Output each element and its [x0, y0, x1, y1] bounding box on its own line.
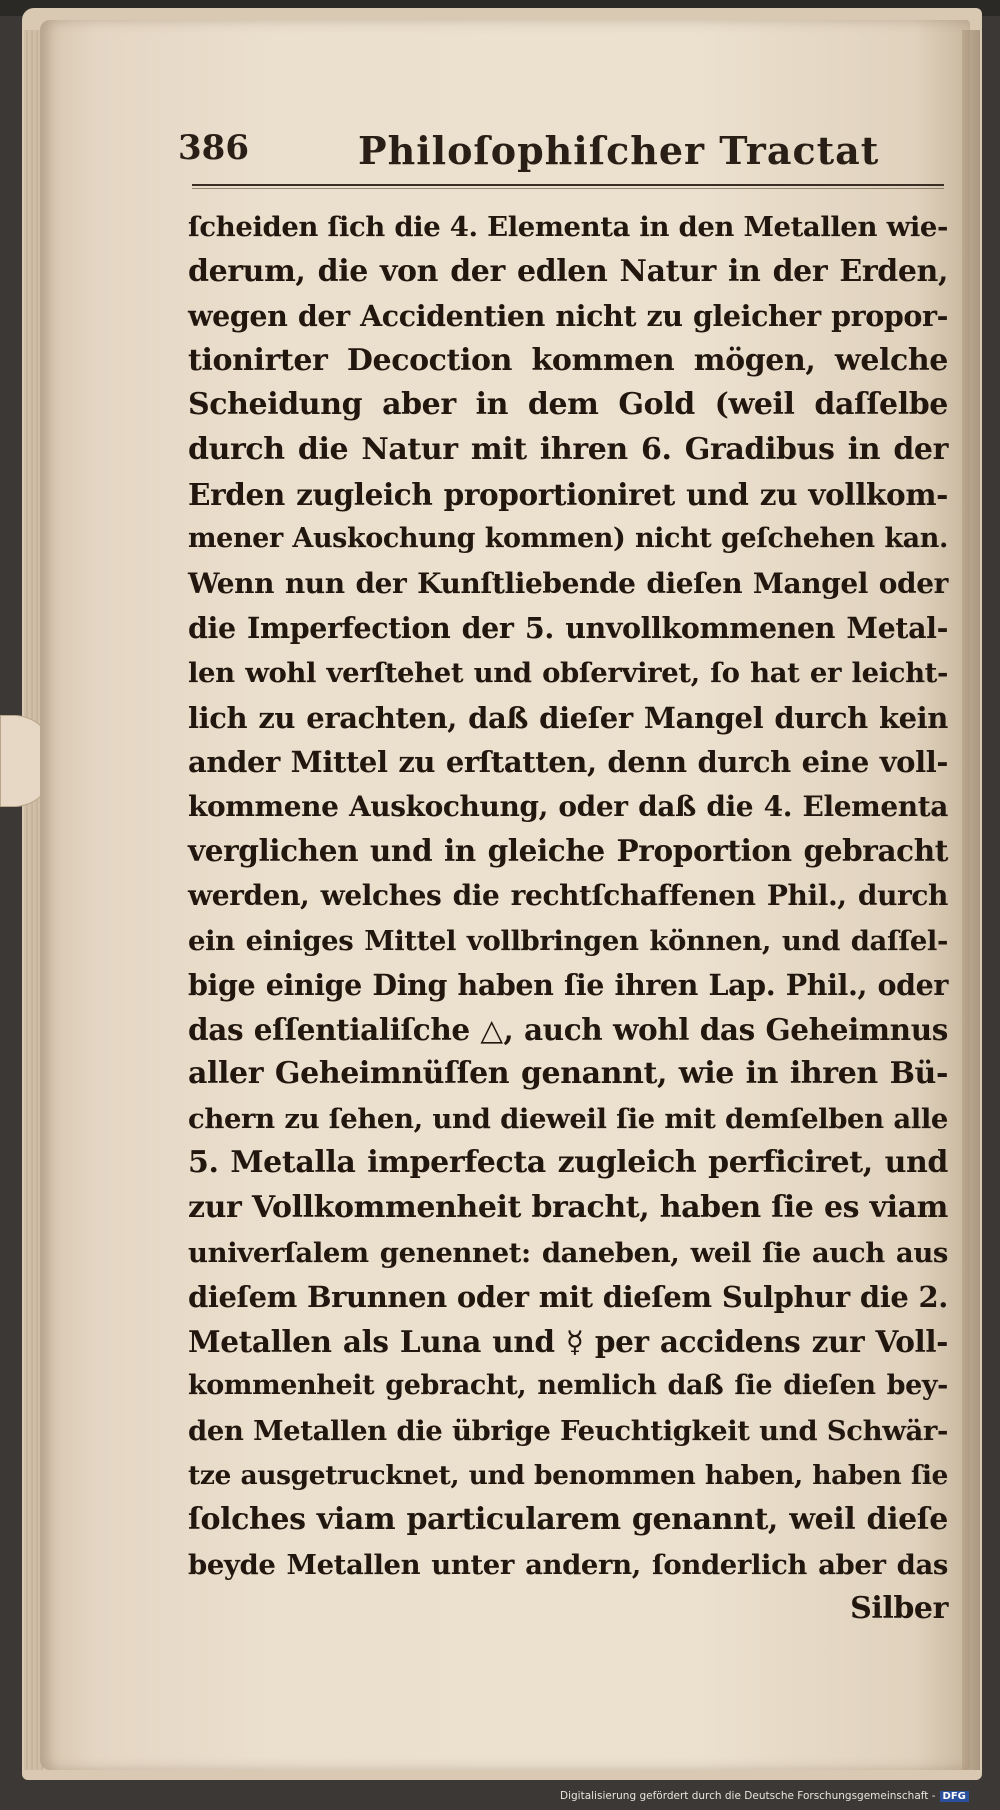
text-line: den Metallen die übrige Feuchtigkeit und Schwär- [188, 1415, 948, 1448]
text-line: aller Geheimnüſſen genannt, wie in ihren Bü- [188, 1056, 948, 1092]
text-line: Scheidung aber in dem Gold (weil daſſelbe [188, 387, 948, 423]
digitization-credit [560, 1790, 969, 1808]
text-line: tionirter Decoction kommen mögen, welche [188, 342, 948, 378]
text-line: wegen der Accidentien nicht zu gleicher propor- [188, 299, 948, 334]
text-line: bige einige Ding haben ſie ihren Lap. Phil., oder [188, 968, 948, 1003]
text-line: werden, welches die rechtſchaffenen Phil., durch [188, 878, 948, 912]
text-line: Wenn nun der Kunſtliebende dieſen Mangel oder [188, 566, 948, 600]
text-line: len wohl verſtehet und obſerviret, ſo hat er leicht- [188, 656, 948, 689]
text-line: kommenheit gebracht, nemlich daß ſie dieſen bey- [188, 1370, 948, 1402]
text-line: Metallen als Luna und ☿ per accidens zur Voll- [188, 1323, 948, 1359]
text-line: ein einiges Mittel vollbringen können, und daſſel- [188, 924, 948, 957]
text-line: das eſſentialiſche △, auch wohl das Geheimnus [188, 1011, 948, 1047]
footer-text: Digitalisierung gefördert durch die Deutsche Forschungsgemeinschaft - [560, 1790, 936, 1802]
text-line: die Imperfection der 5. unvollkommenen Metal- [188, 611, 948, 646]
text-line: ſcheiden ſich die 4. Elementa in den Metallen wie- [188, 211, 948, 243]
dfg-logo-icon: DFG [940, 1791, 969, 1802]
text-line: tze ausgetrucknet, und benommen haben, haben ſie [188, 1459, 948, 1491]
text-line: mener Auskochung kommen) nicht geſchehen kan. [188, 523, 948, 555]
text-line: beyde Metallen unter andern, ſonderlich aber das [188, 1548, 948, 1581]
text-line: dieſem Brunnen oder mit dieſem Sulphur die 2. [188, 1280, 948, 1315]
body-text [188, 205, 948, 1632]
header-rule-secondary [192, 188, 944, 189]
header-rule [192, 184, 944, 186]
text-line: kommene Auskochung, oder daß die 4. Elementa [188, 789, 948, 823]
text-line: zur Vollkommenheit bracht, haben ſie es viam [188, 1190, 948, 1226]
page-right-shadow [962, 30, 980, 1770]
text-line: univerſalem genennet: daneben, weil ſie auch aus [188, 1236, 948, 1269]
text-line: 5. Metalla imperfecta zugleich perficiret, und [188, 1145, 948, 1181]
text-line: durch die Natur mit ihren 6. Gradibus in der [188, 431, 948, 467]
text-line: Erden zugleich proportioniret und zu vollkom- [188, 476, 948, 512]
running-head: Philoſophiſcher Tractat [358, 128, 880, 173]
text-line: ſolches viam particularem genannt, weil dieſe [188, 1502, 948, 1538]
catchword: Silber [850, 1591, 948, 1627]
page-header [178, 128, 958, 180]
text-line: ander Mittel zu erſtatten, denn durch eine voll- [188, 745, 948, 780]
text-line: derum, die von der edlen Natur in der Erden, [188, 253, 948, 289]
text-line: verglichen und in gleiche Proportion gebracht [188, 833, 948, 869]
page-number: 386 [178, 128, 249, 168]
text-line: chern zu ſehen, und dieweil ſie mit demſelben alle [188, 1102, 948, 1135]
text-line: lich zu erachten, daß dieſer Mangel durch kein [188, 700, 948, 735]
